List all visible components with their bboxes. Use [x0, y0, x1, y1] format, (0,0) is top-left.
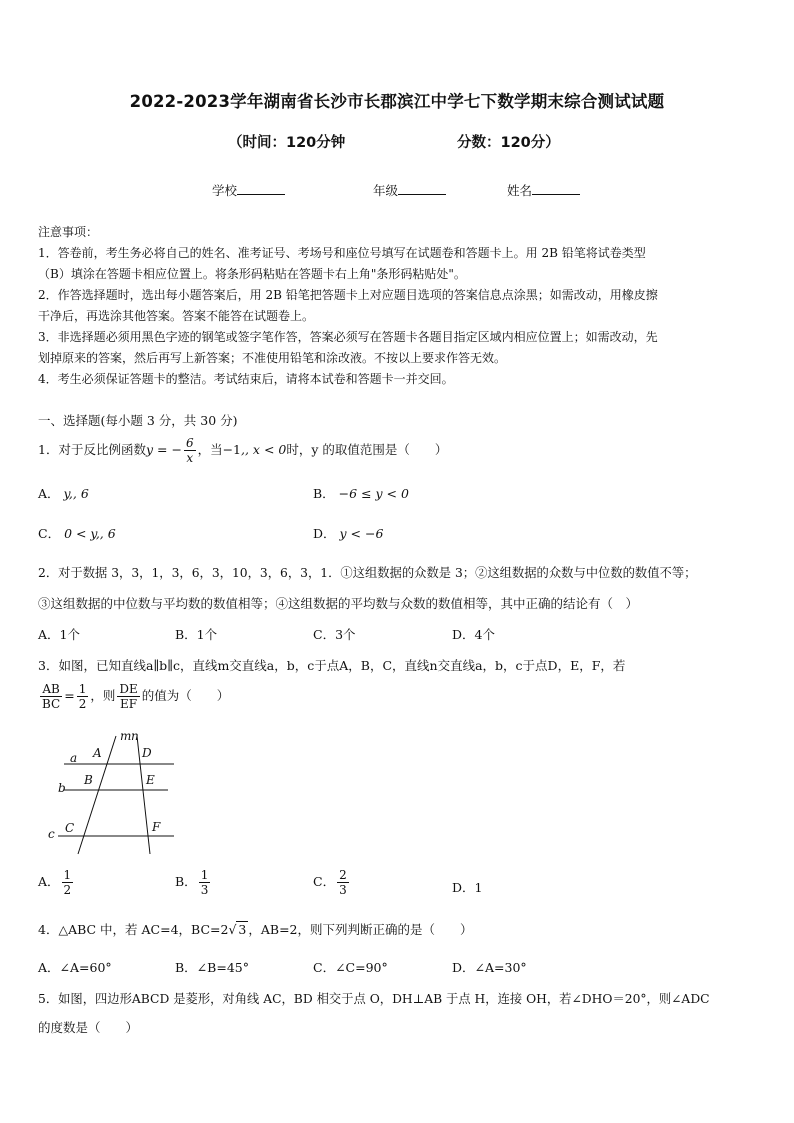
label-A: A	[93, 746, 102, 760]
q3-option-d[interactable]: D．1	[452, 880, 483, 895]
q5-line-1: 5．如图，四边形ABCD 是菱形，对角线 AC，BD 相交于点 O，DH⊥AB 于点 H，连接 OH，若∠DHO＝20°，则∠ADC	[38, 992, 710, 1006]
notice-line: 2．作答选择题时，选出每小题答案后，用 2B 铅笔把答题卡上对应题目选项的答案信息点涂黑；如需改动，用橡皮擦	[38, 288, 658, 302]
grade-label: 年级	[373, 183, 399, 198]
notice-line: 3．非选择题必须用黑色字迹的钢笔或签字笔作答，答案必须写在答题卡各题目指定区域内相应位置上；如需改动，先	[38, 330, 658, 344]
label-C: C	[65, 821, 75, 835]
question-1	[38, 436, 447, 465]
q4-option-d[interactable]: D．∠A=30°	[452, 960, 527, 975]
q1-stem: 1．对于反比例函数	[38, 442, 146, 457]
q1-option-c[interactable]: C． 0 < y,, 6	[38, 526, 116, 541]
grade-field	[373, 181, 446, 199]
q3-option-a[interactable]: A． $\frac{1}{2}$	[38, 868, 72, 897]
time-label: （时间：120分钟	[228, 135, 346, 151]
q1-option-a[interactable]: A． y,, 6	[38, 486, 89, 501]
name-field	[507, 181, 580, 199]
q1-option-b[interactable]: B． −6 ≤ y < 0	[313, 486, 409, 501]
q2-option-d[interactable]: D．4个	[452, 627, 495, 642]
page-title: 2022-2023学年湖南省长沙市长郡滨江中学七下数学期末综合测试试题	[129, 92, 665, 111]
label-a: a	[70, 751, 78, 765]
q3-fraction-de-ef: $\frac{DE}{EF}$	[119, 682, 138, 711]
school-label: 学校	[212, 183, 238, 198]
q3-line-1: 3．如图，已知直线a∥b∥c，直线m交直线a，b，c于点A，B，C，直线n交直线a，b，c于点D，E，F，若	[38, 658, 626, 673]
q4-option-a[interactable]: A．∠A=60°	[38, 960, 112, 975]
notice-line: 干净后，再选涂其他答案。答案不能答在试题卷上。	[38, 309, 315, 323]
q5-line-2: 的度数是（ ）	[38, 1020, 139, 1035]
q1-text-end: 时，y 的取值范围是（ ）	[286, 442, 448, 457]
q3-line-2: $\frac{AB}{BC}$ = $\frac{1}{2}$ ，则 $\frac{DE}{EF}$ 的值为（ ）	[42, 682, 230, 711]
q3-figure	[44, 728, 184, 858]
notice-line: 4．考生必须保证答题卡的整洁。考试结束后，请将本试卷和答题卡一并交回。	[38, 372, 454, 386]
question-4: 4．△ABC 中，若 AC=4，BC=2√ 3 ，AB=2，则下列判断正确的是（ ）	[38, 922, 473, 937]
q1-var: y	[145, 442, 154, 457]
label-E: E	[146, 773, 155, 787]
q2-line-1: 2．对于数据 3，3，1，3，6，3，10，3，6，3，1．①这组数据的众数是 3；②这组数据的众数与中位数的数值不等；	[38, 566, 697, 580]
notice-line: 1．答卷前，考生务必将自己的姓名、准考证号、考场号和座位号填写在试题卷和答题卡上。用 2B 铅笔将试卷类型	[38, 246, 646, 260]
q3-option-b[interactable]: B． $\frac{1}{3}$	[175, 868, 209, 897]
q3-fraction-ab-bc: $\frac{AB}{BC}$	[42, 682, 61, 711]
notice-heading: 注意事项：	[38, 225, 99, 239]
q1-condition: ,, x < 0	[241, 442, 287, 457]
notice-line: （B）填涂在答题卡相应位置上。将条形码粘贴在答题卡右上角"条形码粘贴处"。	[38, 267, 466, 281]
q2-line-2: ③这组数据的中位数与平均数的数值相等；④这组数据的平均数与众数的数值相等，其中正确的结论有（ ）	[38, 596, 639, 611]
q4-option-c[interactable]: C．∠C=90°	[313, 960, 388, 975]
score-label: 分数：120分）	[457, 135, 560, 151]
q2-option-c[interactable]: C．3个	[313, 627, 356, 642]
q4-sqrt: 3	[238, 922, 247, 937]
label-m: m	[120, 729, 132, 743]
q3-fraction-half: $\frac{1}{2}$	[78, 682, 87, 711]
school-field	[212, 181, 285, 199]
notice-line: 划掉原来的答案，然后再写上新答案；不准使用铅笔和涂改液。不按以上要求作答无效。	[38, 351, 507, 365]
q1-text: ，当−1	[197, 442, 242, 457]
q4-option-b[interactable]: B．∠B=45°	[175, 960, 249, 975]
grade-blank	[398, 181, 446, 195]
label-b: b	[58, 781, 66, 795]
notice-block	[38, 222, 658, 390]
q1-fraction: $\frac{6}{x}$	[185, 436, 194, 465]
q1-option-d[interactable]: D． y < −6	[313, 526, 384, 541]
name-blank	[532, 181, 580, 195]
label-F: F	[152, 820, 161, 834]
q2-option-b[interactable]: B．1个	[175, 627, 218, 642]
label-n: n	[131, 729, 139, 743]
label-B: B	[84, 773, 93, 787]
name-label: 姓名	[507, 183, 533, 198]
school-blank	[237, 181, 285, 195]
section-heading: 一、选择题(每小题 3 分，共 30 分)	[38, 413, 238, 428]
label-D: D	[142, 746, 152, 760]
q1-eq: = −	[153, 442, 182, 457]
q2-option-a[interactable]: A．1个	[38, 627, 80, 642]
label-c: c	[48, 827, 55, 841]
q3-option-c[interactable]: C． $\frac{2}{3}$	[313, 868, 347, 897]
